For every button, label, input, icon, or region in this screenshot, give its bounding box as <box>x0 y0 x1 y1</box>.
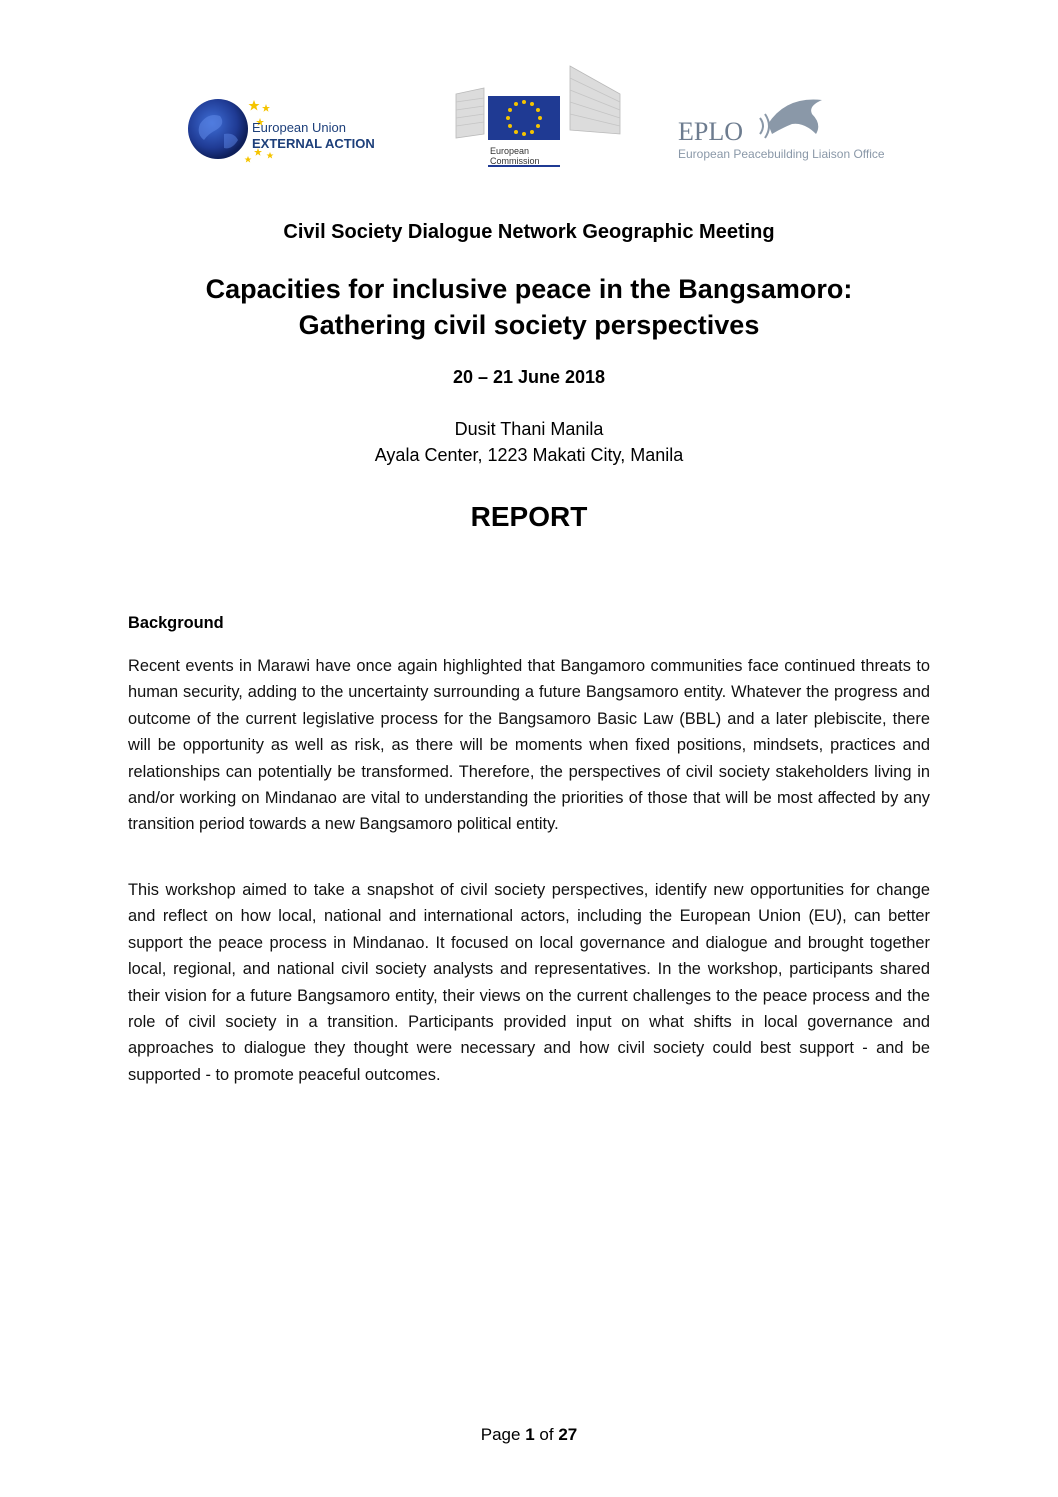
page-total: 27 <box>558 1425 578 1444</box>
logo-row <box>0 60 1058 170</box>
eu-globe-icon <box>186 94 416 164</box>
ec-line2: Commission <box>490 156 540 166</box>
eplo-fullname: European Peacebuilding Liaison Office <box>678 147 885 161</box>
document-title <box>0 271 1058 343</box>
page-of: of <box>539 1425 554 1444</box>
event-dates: 20 – 21 June 2018 <box>452 367 606 387</box>
title-line-2: Gathering civil society perspectives <box>298 310 760 340</box>
eu-external-line2: EXTERNAL ACTION <box>252 136 375 151</box>
page-current: 1 <box>525 1425 535 1444</box>
european-commission-logo <box>454 64 622 168</box>
paragraph: This workshop aimed to take a snapshot of civil society perspectives, identify new opportunities for change and reflect on how local, national and international actors, including the European Union (EU), can better support the peace process in Mindanao. It focused on local governance and dialogue and brought together local, regional, and national civil society analysts and representatives. In the workshop, participants shared their vision for a future Bangsamoro entity, their views on the current challenges to the peace process and the role of civil society in a transition. Participants provided input on what shifts in local governance and approaches to dialogue they thought were necessary and how civil society could best support - and be supported - to promote peaceful outcomes. <box>128 881 930 1084</box>
section-heading: Background <box>128 614 224 632</box>
eu-external-line1: European Union <box>252 120 346 135</box>
ec-line1: European <box>490 146 530 156</box>
eplo-acronym: EPLO <box>678 117 743 146</box>
eu-external-action-logo <box>186 94 416 164</box>
venue-name: Dusit Thani Manila <box>454 419 604 439</box>
meeting-title: Civil Society Dialogue Network Geographic Meeting <box>283 221 775 243</box>
ec-building-icon <box>454 64 622 168</box>
page-prefix: Page <box>480 1425 521 1444</box>
paragraph: Recent events in Marawi have once again highlighted that Bangamoro communities face continued threats to human security, adding to the uncertainty surrounding a future Bangsamoro entity. Whatever the progress and outcome of the current legislative process for the Bangsamoro Basic Law (BBL) and a later plebiscite, there will be opportunity as well as risk, as there will be moments when fixed positions, mindsets, practices and relationships can potentially be transformed. Therefore, the perspectives of civil society stakeholders living in and/or working on Mindanao are vital to understanding the priorities of those that will be most affected by any transition period towards a new Bangsamoro political entity. <box>128 657 930 834</box>
venue <box>0 416 1058 468</box>
eplo-bird-icon <box>676 94 890 164</box>
title-line-1: Capacities for inclusive peace in the Bangsamoro: <box>205 274 853 304</box>
report-heading: REPORT <box>470 501 588 532</box>
page-number <box>0 1425 1058 1445</box>
eplo-logo <box>676 94 890 164</box>
venue-address: Ayala Center, 1223 Makati City, Manila <box>374 445 684 465</box>
